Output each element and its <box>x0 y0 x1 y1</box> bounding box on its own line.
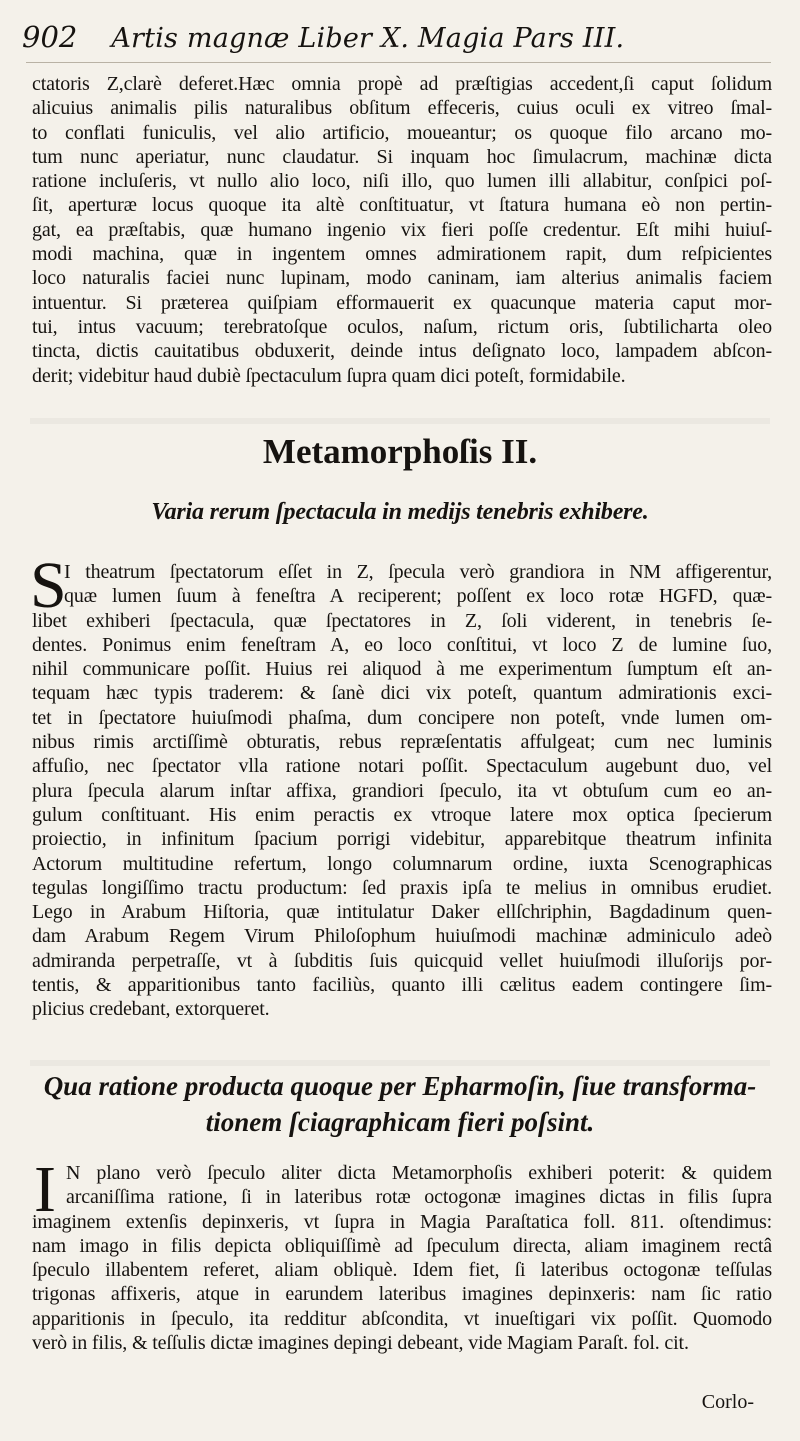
running-title: Artis magnæ Liber X. Magia Pars III. <box>111 23 625 54</box>
show-through-mark <box>30 418 770 424</box>
text-line: tum nunc aperiatur, nunc claudatur. Si inquam hoc ſimulacrum, machinæ dicta <box>32 145 772 168</box>
page-number: 902 <box>22 20 78 54</box>
text-line: dentes. Ponimus enim feneſtram A, eo loco conſtitui, vt loco Z de lumine ſuo, <box>32 633 772 656</box>
text-line: plicius credebant, extorqueret. <box>32 998 270 1021</box>
section-body-2 <box>32 1153 772 1355</box>
text-line: affuſio, nec ſpectator vlla ratione notari poſſit. Spectaculum augebunt duo, vel <box>32 755 772 778</box>
text-line: libet exhiberi ſpectacula, quæ ſpectatores in Z, ſoli viderent, in tenebris ſe- <box>32 609 772 632</box>
section-heading-2-line-2: tionem ſciagraphicam fieri poſsint. <box>205 1107 595 1137</box>
section-body <box>32 560 772 1022</box>
text-line: ſpeculo illabentem referet, aliam obliquè. Idem fiet, ſi lateribus octogonæ teſſulas <box>32 1259 772 1282</box>
page-header <box>22 20 762 60</box>
text-line: tet in ſpectatore huiuſmodi phaſma, dum concipere non poteſt, vnde lumen om- <box>32 706 772 729</box>
text-line: tincta, dictis cauitatibus obduxerit, deinde intus deſignato loco, lampadem abſcon- <box>32 340 772 363</box>
section-subheading: Varia rerum ſpectacula in medijs tenebris exhibere. <box>151 499 649 525</box>
text-line: nam imago in filis depicta obliquiſſimè ad ſpeculum directa, aliam imaginem rectâ <box>32 1234 772 1257</box>
text-line: loco naturalis faciei nunc lupinam, modo caninam, iam alterius animalis faciem <box>32 267 772 290</box>
text-line: alicuius animalis pilis naturalibus obſitum effeceris, cuius oculi ex vitreo ſmal- <box>32 97 772 120</box>
text-line: dam Arabum Regem Virum Philoſophum huiuſmodi machinæ adminiculo adeò <box>32 925 772 948</box>
text-line: tequam hæc typis traderem: & ſanè dici vix poteſt, quantum admirationis exci- <box>32 682 772 705</box>
drop-cap: I <box>34 1153 56 1226</box>
text-line: ratione incluſeris, vt nullo alio loco, niſi illo, quo lumen illi allabitur, conſpici poſ- <box>32 170 772 193</box>
text-line: admiranda perpetraſſe, vt à ſubditis ſuis quicquid vellet huiuſmodi illuſorijs por- <box>32 949 772 972</box>
text-line: plura ſpecula alarum inſtar affixa, grandiori ſpeculo, ita vt obtuſum cum eo an- <box>32 779 772 802</box>
text-line: nihil communicare poſſit. Huius rei aliquod à me experimentum ſumptum eſt an- <box>32 658 772 681</box>
text-line: to conflati funiculis, vel alio artificio, moueantur; os quoque filo arcano mo- <box>32 121 772 144</box>
text-line: Lego in Arabum Hiſtoria, quæ intitulatur Daker ellſchriphin, Bagdadinum quen- <box>32 901 772 924</box>
text-line: proiectio, in infinitum ſpacium porrigi videbitur, apparebitque theatrum infinita <box>32 828 772 851</box>
text-line: arcaniſſima ratione, ſi in lateribus rotæ octogonæ imagines dictas in filis ſupra <box>66 1186 772 1209</box>
text-line: intuentur. Si præterea quiſpiam efformauerit ex quacunque materia caput mor- <box>32 291 772 314</box>
text-line: trigonas affixeris, atque in earundem lateribus imagines depinxeris: nam ſic ratio <box>32 1283 772 1306</box>
text-line: tui, intus vacuum; terebratoſque oculos, naſum, rictum oris, ſubtilicharta oleo <box>32 315 772 338</box>
text-line: tegulas longiſſimo tractu productum: ſed praxis ipſa te melius in omnibus erudiet. <box>32 876 772 899</box>
text-line: gulum conſtituant. His enim peractis ex vtroque latere mox optica ſpecierum <box>32 803 772 826</box>
show-through-mark <box>30 1060 770 1066</box>
text-line: nibus rimis arctiſſimè obturatis, rebus repræſentatis affulgeat; cum nec luminis <box>32 731 772 754</box>
text-line: gat, ea præſtabis, quæ humano ingenio vix fieri poſſe credentur. Eſt mihi huiuſ- <box>32 218 772 241</box>
section-heading: Metamorphoſis II. <box>262 432 538 471</box>
text-line: imaginem extenſis depinxeris, vt ſupra in Magia Paraſtatica foll. 811. oſtendimus: <box>32 1210 772 1233</box>
text-line: modi machina, quæ in ingentem omnes admirationem rapit, dum reſpicientes <box>32 243 772 266</box>
catchword: Corlo- <box>701 1391 754 1413</box>
text-line: Actorum multitudine refertum, longo columnarum ordine, iuxta Scenographicas <box>32 852 772 875</box>
paragraph-continued <box>32 72 772 388</box>
header-rule <box>26 62 771 63</box>
drop-cap: S <box>30 549 67 622</box>
text-line: apparitionis in ſpeculo, ita redditur abſcondita, vt inueſtigari vix poſſit. Quomodo <box>32 1307 772 1330</box>
text-line: tentis, & apparitionibus tanto faciliùs, quanto illi cælitus eadem contingere ſim- <box>32 974 772 997</box>
text-line: derit; videbitur haud dubiè ſpectaculum ſupra quam dici poteſt, formidabile. <box>32 364 626 387</box>
text-line: ſit, aperturæ locus quoque ita altè conſtituatur, vt ſtatura humana eò non pertin- <box>32 194 772 217</box>
text-line: I theatrum ſpectatorum eſſet in Z, ſpecula verò grandiora in NM affigerentur, <box>64 561 772 583</box>
text-line: ctatoris Z,clarè deferet.Hæc omnia propè ad præſtigias accedent,ſi caput ſolidum <box>32 73 772 95</box>
text-line: N plano verò ſpeculo aliter dicta Metamorphoſis exhiberi poterit: & quidem <box>66 1162 772 1184</box>
section-heading-2-line-1: Qua ratione producta quoque per Epharmoſin, ſiue transforma- <box>43 1071 757 1101</box>
text-line: quæ lumen ſuum à feneſtra A reciperent; poſſent ex loco rotæ HGFD, quæ- <box>64 585 772 608</box>
text-line: verò in filis, & teſſulis dictæ imagines depingi debeant, vide Magiam Paraſt. fol. cit. <box>32 1332 689 1355</box>
